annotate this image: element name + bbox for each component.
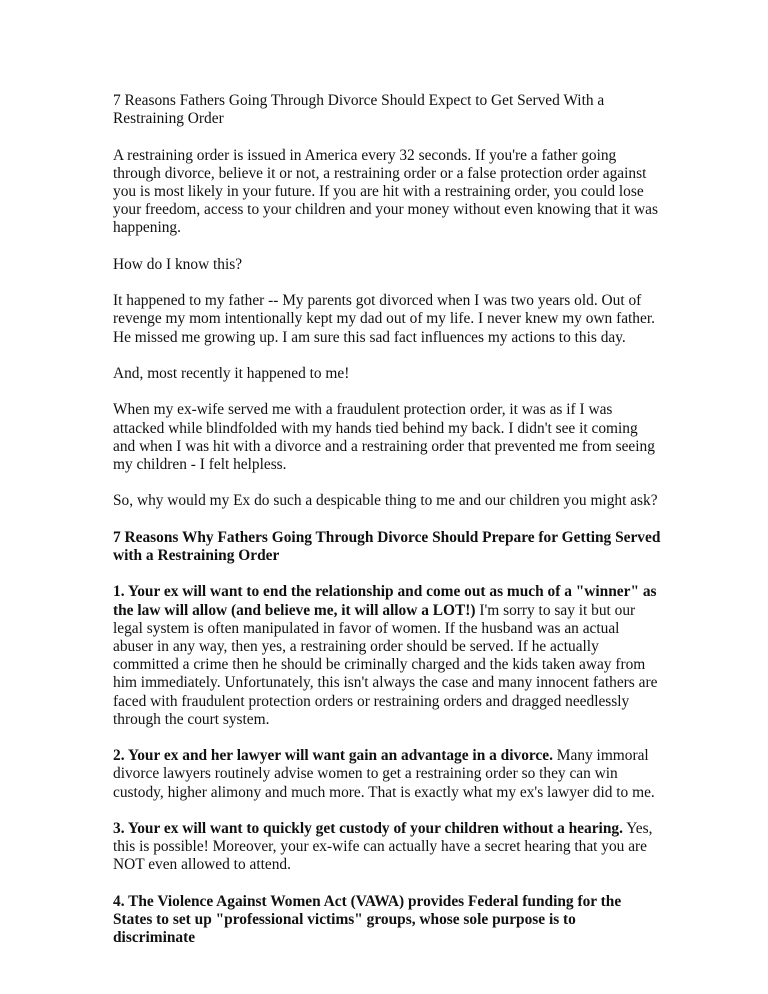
reasons-heading — [113, 529, 661, 565]
document-page — [113, 86, 661, 966]
me-story-paragraph: And, most recently it happened to me! — [113, 364, 350, 382]
reasons-heading-text: 7 Reasons Why Fathers Going Through Divorce Should Prepare for Getting Served with a Restraining Order — [113, 528, 661, 564]
reason-lead: 3. Your ex will want to quickly get custody of your children without a hearing. — [113, 819, 623, 837]
reason-lead: 1. Your ex will want to end the relationship and come out as much of a "winner" as the law will allow (and believe me, it will allow a LOT!) — [113, 583, 657, 619]
reason-lead: 2. Your ex and her lawyer will want gain an advantage in a divorce. — [113, 747, 553, 765]
reason-item — [113, 747, 661, 802]
reason-body: Yes, this is possible! Moreover, your ex-wife can actually have a secret hearing that you are NOT even allowed to attend. — [113, 819, 653, 874]
father-story-paragraph: It happened to my father -- My parents got divorced when I was two years old. Out of revenge my mom intentionally kept my dad out of my life. I never knew my own father. He missed me growing up. I am sure this sad fact influences my actions to this day. — [113, 292, 655, 346]
reason-body: Many immoral divorce lawyers routinely advise women to get a restraining order so they can win custody, higher alimony and much more. That is exactly what my ex's lawyer did to me. — [113, 747, 655, 801]
reason-item — [113, 583, 661, 729]
document-title: 7 Reasons Fathers Going Through Divorce Should Expect to Get Served With a Restraining Order — [113, 92, 605, 128]
ex-story-paragraph: When my ex-wife served me with a fraudulent protection order, it was as if I was attacked while blindfolded with my hands tied behind my back. I didn't see it coming and when I was hit with a divorce and a restraining order that prevented me from seeing my children - I felt helpless. — [113, 401, 655, 473]
question-paragraph: How do I know this? — [113, 255, 243, 273]
reason-lead: 4. The Violence Against Women Act (VAWA) provides Federal funding for the States to set up "professional victims" groups, whose sole purpose is to discriminate — [113, 892, 622, 947]
why-question-paragraph: So, why would my Ex do such a despicable thing to me and our children you might ask? — [113, 492, 658, 510]
reason-item — [113, 820, 661, 875]
reason-item — [113, 893, 661, 948]
intro-paragraph: A restraining order is issued in America every 32 seconds. If you're a father going through divorce, believe it or not, a restraining order or a false protection order against you is most likely in your future. If you are hit with a restraining order, you could lose your freedom, access to your children and your money without even knowing that it was happening. — [113, 146, 658, 237]
reason-body: I'm sorry to say it but our legal system is often manipulated in favor of women. If the husband was an actual abuser in any way, then yes, a restraining order should be served. If he actually committed a crime then he should be criminally charged and the kids taken away from him immediately. Unfortunately, this isn't always the case and many innocent fathers are faced with fraudulent protection orders or restraining orders and dragged needlessly through the court system. — [113, 601, 658, 728]
